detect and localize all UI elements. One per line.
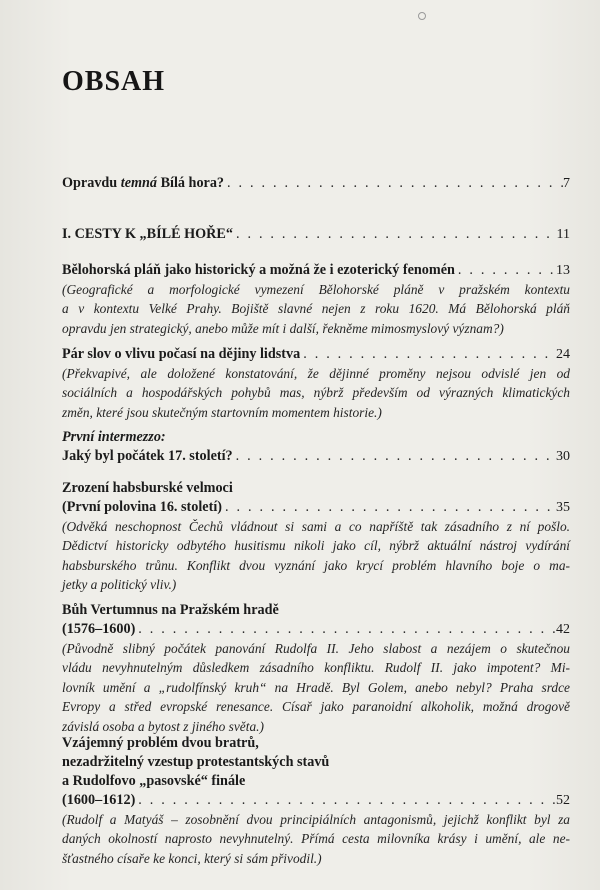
description-line: (Rudolf a Matyáš – zosobnění dvou principiálních antagonismů, jejichž konflikt byl za [62,812,570,827]
description-line: daných okolností naprosto nevyhnutelný. Přímá cesta milovníka krásy i umění, ale ne- [62,831,570,847]
description-line: šťastného císaře ke konci, který si sám přivodil.) [62,850,322,866]
leader-dots [233,447,556,466]
leader-dots [224,174,563,193]
description-line: (Odvěká neschopnost Čechů vládnout si sami a co napříště tak zásadního z ní pošlo. [62,519,570,534]
page-title: OBSAH [62,66,166,97]
leader-dots [233,225,557,244]
description-line: (Překvapivé, ale doložené konstatování, že dějinné proměny nejsou odvislé jen od [62,366,570,381]
toc-page-number: 52 [556,793,570,808]
toc-entry-line [62,447,570,466]
page-mark [418,12,426,20]
description-line: lovník umění a „rudolfínský kruh“ na Hradě. Byl Golem, anebo nebyl? Praha srdce [62,679,570,695]
description-line: Evropy a střed evropské renesance. Císař jako paranoidní alkoholik, možná drogově [62,699,570,715]
toc-entry [62,601,570,736]
toc-entry-line [62,225,570,244]
description-line: jetky a politický vliv.) [62,577,177,593]
toc-page-number: 24 [556,347,570,362]
toc-page-number: 30 [556,449,570,464]
description-line: závislá osoba a bytost z jiného světa.) [62,718,264,734]
toc-entry [62,261,570,338]
toc-entry [62,479,570,595]
toc-entry-line [62,498,570,517]
toc-entry-line [62,791,570,810]
toc-entry-subtitle: (První polovina 16. století) [62,499,222,515]
toc-page-number: 42 [556,622,570,637]
leader-dots [455,261,556,280]
toc-entry-subtitle: (1576–1600) [62,621,136,637]
toc-entry-description [62,810,570,868]
toc-entry-title: Pár slov o vlivu počasí na dějiny lidstva [62,346,301,362]
leader-dots [135,620,556,639]
toc-entry-subtitle: (1600–1612) [62,792,136,808]
description-line: vládu nevyhnutelným důsledkem zásadního konfliktu. Rudolf II. jako impotent? Mi- [62,660,570,676]
toc-entry [62,428,570,466]
description-line: sociálních a hospodářských pohybů mas, nýbrž především od výrazných klimatických [62,385,570,401]
description-line: a v kontextu Velké Prahy. Bojiště slavné nejen z roku 1620. Má Bělohorská pláň [62,301,570,317]
toc-entry [62,734,570,868]
toc-entry [62,225,570,244]
toc-entry-title: Bůh Vertumnus na Pražském hradě [62,602,279,618]
description-line: Dědictví historicky odbytého husitismu nikoli jako cíl, nýbrž aktuální nástroj vydírání [62,538,570,554]
toc-entry-line [62,174,570,193]
toc-entry-title: Jaký byl počátek 17. století? [62,448,233,464]
toc-entry-title: Vzájemný problém dvou bratrů, [62,735,259,751]
toc-entry-title: Bělohorská pláň jako historický a možná že i ezoterický fenomén [62,262,455,278]
toc-entry [62,345,570,422]
toc-entry-line [62,620,570,639]
description-line: (Geografické a morfologické vymezení Bělohorské pláně v pražském kontextu [62,282,570,297]
toc-page-number: 13 [556,263,570,278]
description-line: (Původně slibný počátek panování Rudolfa II. Jeho slabost a nezájem o skutečnou [62,641,570,656]
toc-page-number: 7 [563,176,570,191]
toc-entry-description [62,517,570,595]
toc-entry-description [62,280,570,338]
description-line: habsburského trůnu. Konflikt dvou vyznání jako krycí problém hlavního boje o ma- [62,557,570,573]
leader-dots [300,345,556,364]
toc-entry-title: a Rudolfovo „pasovské“ finále [62,773,246,789]
leader-dots [135,791,556,810]
toc-entry-description [62,364,570,422]
toc-page-number: 35 [556,500,570,515]
toc-page-number: 11 [556,227,570,242]
description-line: opravdu jen strategický, anebo může mít i další, řekněme mimosmyslový význam?) [62,320,504,336]
intermezzo-label: První intermezzo: [62,429,166,445]
description-line: změn, které jsou skutečným startovním momentem historie.) [62,404,382,420]
toc-entry-title: Opravdu temná Bílá hora? [62,175,225,191]
toc-entry-line [62,345,570,364]
toc-entry [62,174,570,193]
toc-entry-title: Zrození habsburské velmoci [62,480,233,496]
toc-entry-line [62,261,570,280]
toc-entry-title: I. CESTY K „BÍLÉ HOŘE“ [62,226,233,242]
toc-entry-description [62,639,570,736]
leader-dots [222,498,556,517]
toc-entry-title: nezadržitelný vzestup protestantských stavů [62,754,330,770]
